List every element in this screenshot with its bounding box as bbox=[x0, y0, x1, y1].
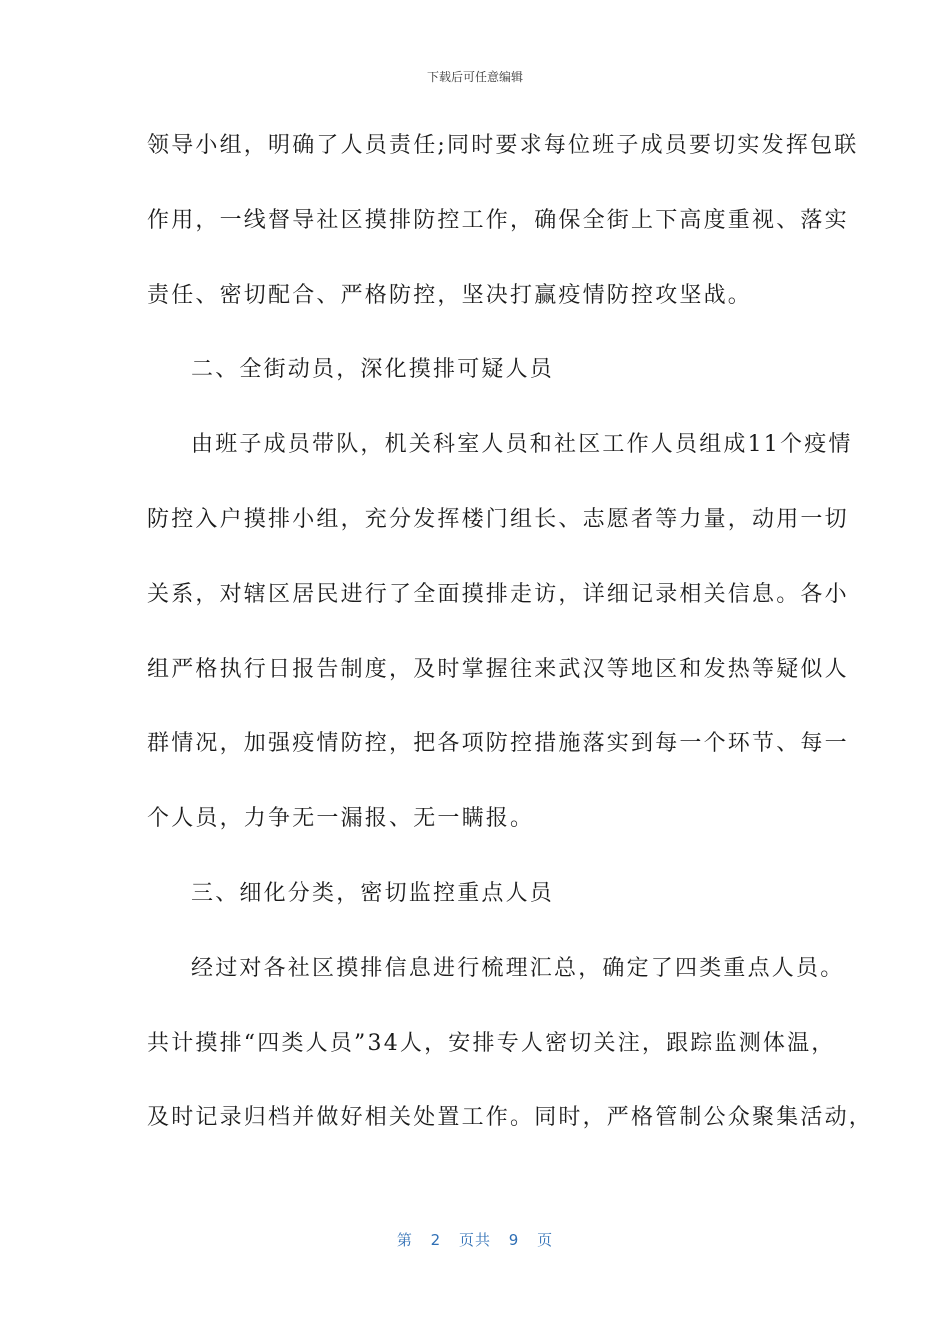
body-line: 责任、密切配合、严格防控，坚决打赢疫情防控攻坚战。 bbox=[147, 283, 753, 308]
section-heading: 二、全街动员，深化摸排可疑人员 bbox=[191, 357, 555, 382]
body-line: 关系，对辖区居民进行了全面摸排走访，详细记录相关信息。各小 bbox=[147, 582, 849, 607]
body-line: 防控入户摸排小组，充分发挥楼门组长、志愿者等力量，动用一切 bbox=[147, 507, 849, 532]
page-header: 下载后可任意编辑 bbox=[426, 70, 523, 84]
body-line: 作用，一线督导社区摸排防控工作，确保全街上下高度重视、落实 bbox=[147, 208, 849, 233]
body-line: 个人员，力争无一漏报、无一瞒报。 bbox=[147, 806, 535, 831]
body-line: 群情况，加强疫情防控，把各项防控措施落实到每一个环节、每一 bbox=[147, 731, 849, 756]
page-footer: 第 2 页共 9 页 bbox=[396, 1231, 554, 1249]
body-line: 领导小组，明确了人员责任;同时要求每位班子成员要切实发挥包联 bbox=[147, 133, 859, 158]
section-heading: 三、细化分类，密切监控重点人员 bbox=[191, 881, 555, 906]
body-line: 组严格执行日报告制度，及时掌握往来武汉等地区和发热等疑似人 bbox=[147, 657, 849, 682]
body-line: 及时记录归档并做好相关处置工作。同时，严格管制公众聚集活动， bbox=[147, 1105, 874, 1130]
body-line: 经过对各社区摸排信息进行梳理汇总，确定了四类重点人员。 bbox=[191, 956, 845, 981]
body-line: 由班子成员带队，机关科室人员和社区工作人员组成11个疫情 bbox=[191, 432, 853, 457]
body-line: 共计摸排“四类人员”34人，安排专人密切关注，跟踪监测体温， bbox=[147, 1031, 836, 1056]
